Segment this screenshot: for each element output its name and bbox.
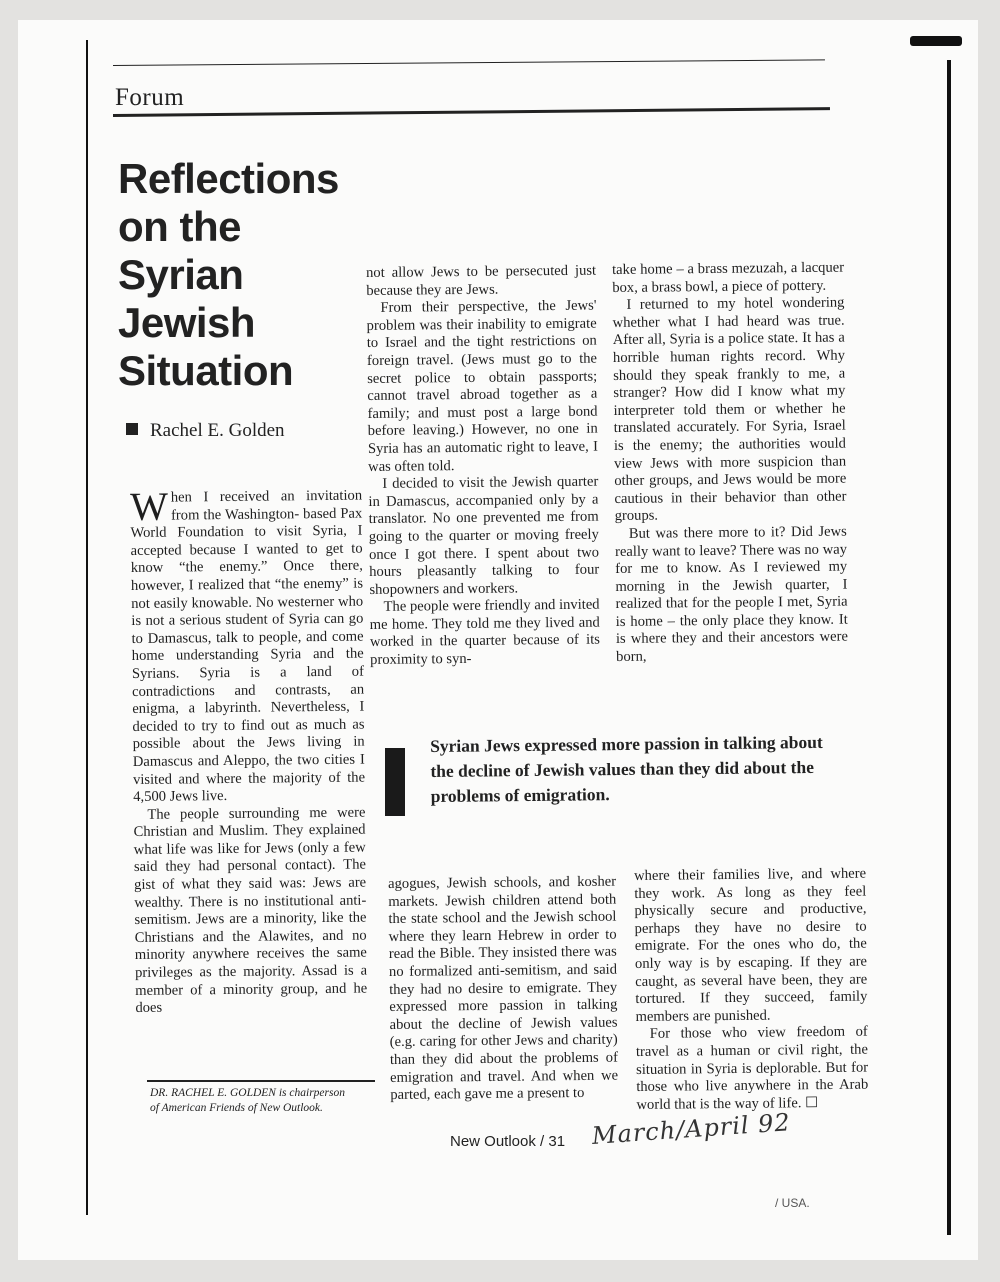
stray-print-mark: / USA. [775, 1196, 810, 1210]
paragraph: The people surrounding me were Christian and Muslim. They explained what life was like for Jews (only a few said they had personal contact). The gist of what they said was: Jews are wealthy. There is no institutional anti-semitism. Jews are a minority, like the Christians and the Alawites, and no minority anywhere receives the same privileges as the majority. Assad is a member of a minority group, and he does [133, 804, 368, 1017]
right-scan-edge [947, 60, 951, 1235]
headline-line: Syrian [118, 251, 244, 298]
body-column-2 [366, 263, 600, 670]
body-column-5 [634, 866, 869, 1115]
paragraph: where their families live, and where they work. As long as they feel physically secure and productive, perhaps they have no desire to emigrate. For the ones who do, the only way is by escaping. If they are caught, as several have been, they are tortured. If they succeed, family members are punished. [634, 865, 868, 1025]
paragraph: For those who view freedom of travel as a human or civil right, the situation in Syria is deplorable. But for those who live anywhere in the Arab world that is the way of life. ☐ [635, 1023, 869, 1113]
pull-quote-bar [385, 748, 405, 816]
handwritten-date-note: March/April 92 [591, 1108, 792, 1150]
paragraph: agogues, Jewish schools, and kosher markets. Jewish children attend both the state school and the Jewish school where they learn Hebrew in order to read the Bible. They insisted there was no formalized anti-semitism, and said they had no desire to emigrate. They expressed more passion in talking about the decline of Jewish values (e.g. caring for other Jews and charity) than they did about the problems of emigration and travel. And when we parted, each gave me a present to [388, 873, 619, 1104]
corner-tab-mark [910, 36, 962, 46]
headline-line: Jewish [118, 299, 256, 346]
author-name: Rachel E. Golden [150, 420, 285, 441]
byline [126, 420, 285, 442]
pull-quote: Syrian Jews expressed more passion in talking about the decline of Jewish values than they did about the problems of emigration. [430, 731, 823, 806]
article-headline [118, 155, 358, 395]
paragraph: I decided to visit the Jewish quarter in Damascus, accompanied only by a translator. No one prevented me from going to the quarter or moving freely once I got there. I spent about two hours pleasantly talking to four shopowners and workers. [368, 473, 600, 598]
headline-line: on the [118, 203, 241, 250]
section-label: Forum [115, 84, 185, 111]
paragraph: But was there more to it? Did Jews really want to leave? There was no way for me to know. As I reviewed my morning in the Jewish quarter, I realized that for the people I met, Syria is home – the only place they know. It is where they and their ancestors were born, [614, 523, 849, 666]
body-column-3 [612, 260, 848, 667]
paragraph: take home – a brass mezuzah, a lacquer box, a brass bowl, a piece of pottery. [612, 259, 845, 296]
bio-rule [147, 1080, 375, 1082]
paragraph: I returned to my hotel wondering whether what I had heard was true. After all, Syria is a police state. It has a horrible human rights record. Why should they speak frankly to me, a stranger? How did I know what my interpreter told them or whether he translated accurately. For Syria, Israel is the enemy; the authorities would view Jews with more suspicion than other groups, and Jews would be more cautious in their behavior than other groups. [612, 294, 847, 525]
author-bio: DR. RACHEL E. GOLDEN is chairperson of American Friends of New Outlook. [150, 1087, 345, 1114]
page-folio: New Outlook / 31 [450, 1133, 566, 1150]
paragraph: The people were friendly and invited me home. They told me they lived and worked in the quarter because of its proximity to syn- [369, 596, 601, 669]
headline-line: Situation [118, 347, 294, 394]
paragraph: not allow Jews to be persecuted just because they are Jews. [366, 262, 597, 299]
body-column-4 [388, 874, 618, 1105]
headline-line: Reflections [118, 155, 339, 202]
paragraph: When I received an invitation from the Washington- based Pax World Foundation to visit Syria, I accepted because I wanted to get to know “the enemy.” Once there, however, I realized that “the enemy” is not easily knowable. No westerner who is not a serious student of Syria can go to Damascus, talk to people, and come home understanding Syria and the Syrians. Syria is a land of contradictions and contrasts, an enigma, a labyrinth. Nevertheless, I decided to try to find out as much as possible about the Jews living in Damascus and Aleppo, the two cities I visited and where the majority of the 4,500 Jews live. [129, 483, 366, 806]
bullet-square-icon [126, 423, 138, 435]
left-scan-edge [86, 40, 88, 1215]
paragraph: From their perspective, the Jews' problem was their inability to emigrate to Israel and the tight restrictions on foreign travel. (Jews must go to the secret police to obtain passports; cannot travel abroad together as a family; and must post a large bond before leaving.) However, no one in Syria has an automatic right to leave, I was often told. [366, 297, 598, 475]
drop-cap: W [129, 483, 169, 529]
body-column-1 [129, 483, 368, 1018]
